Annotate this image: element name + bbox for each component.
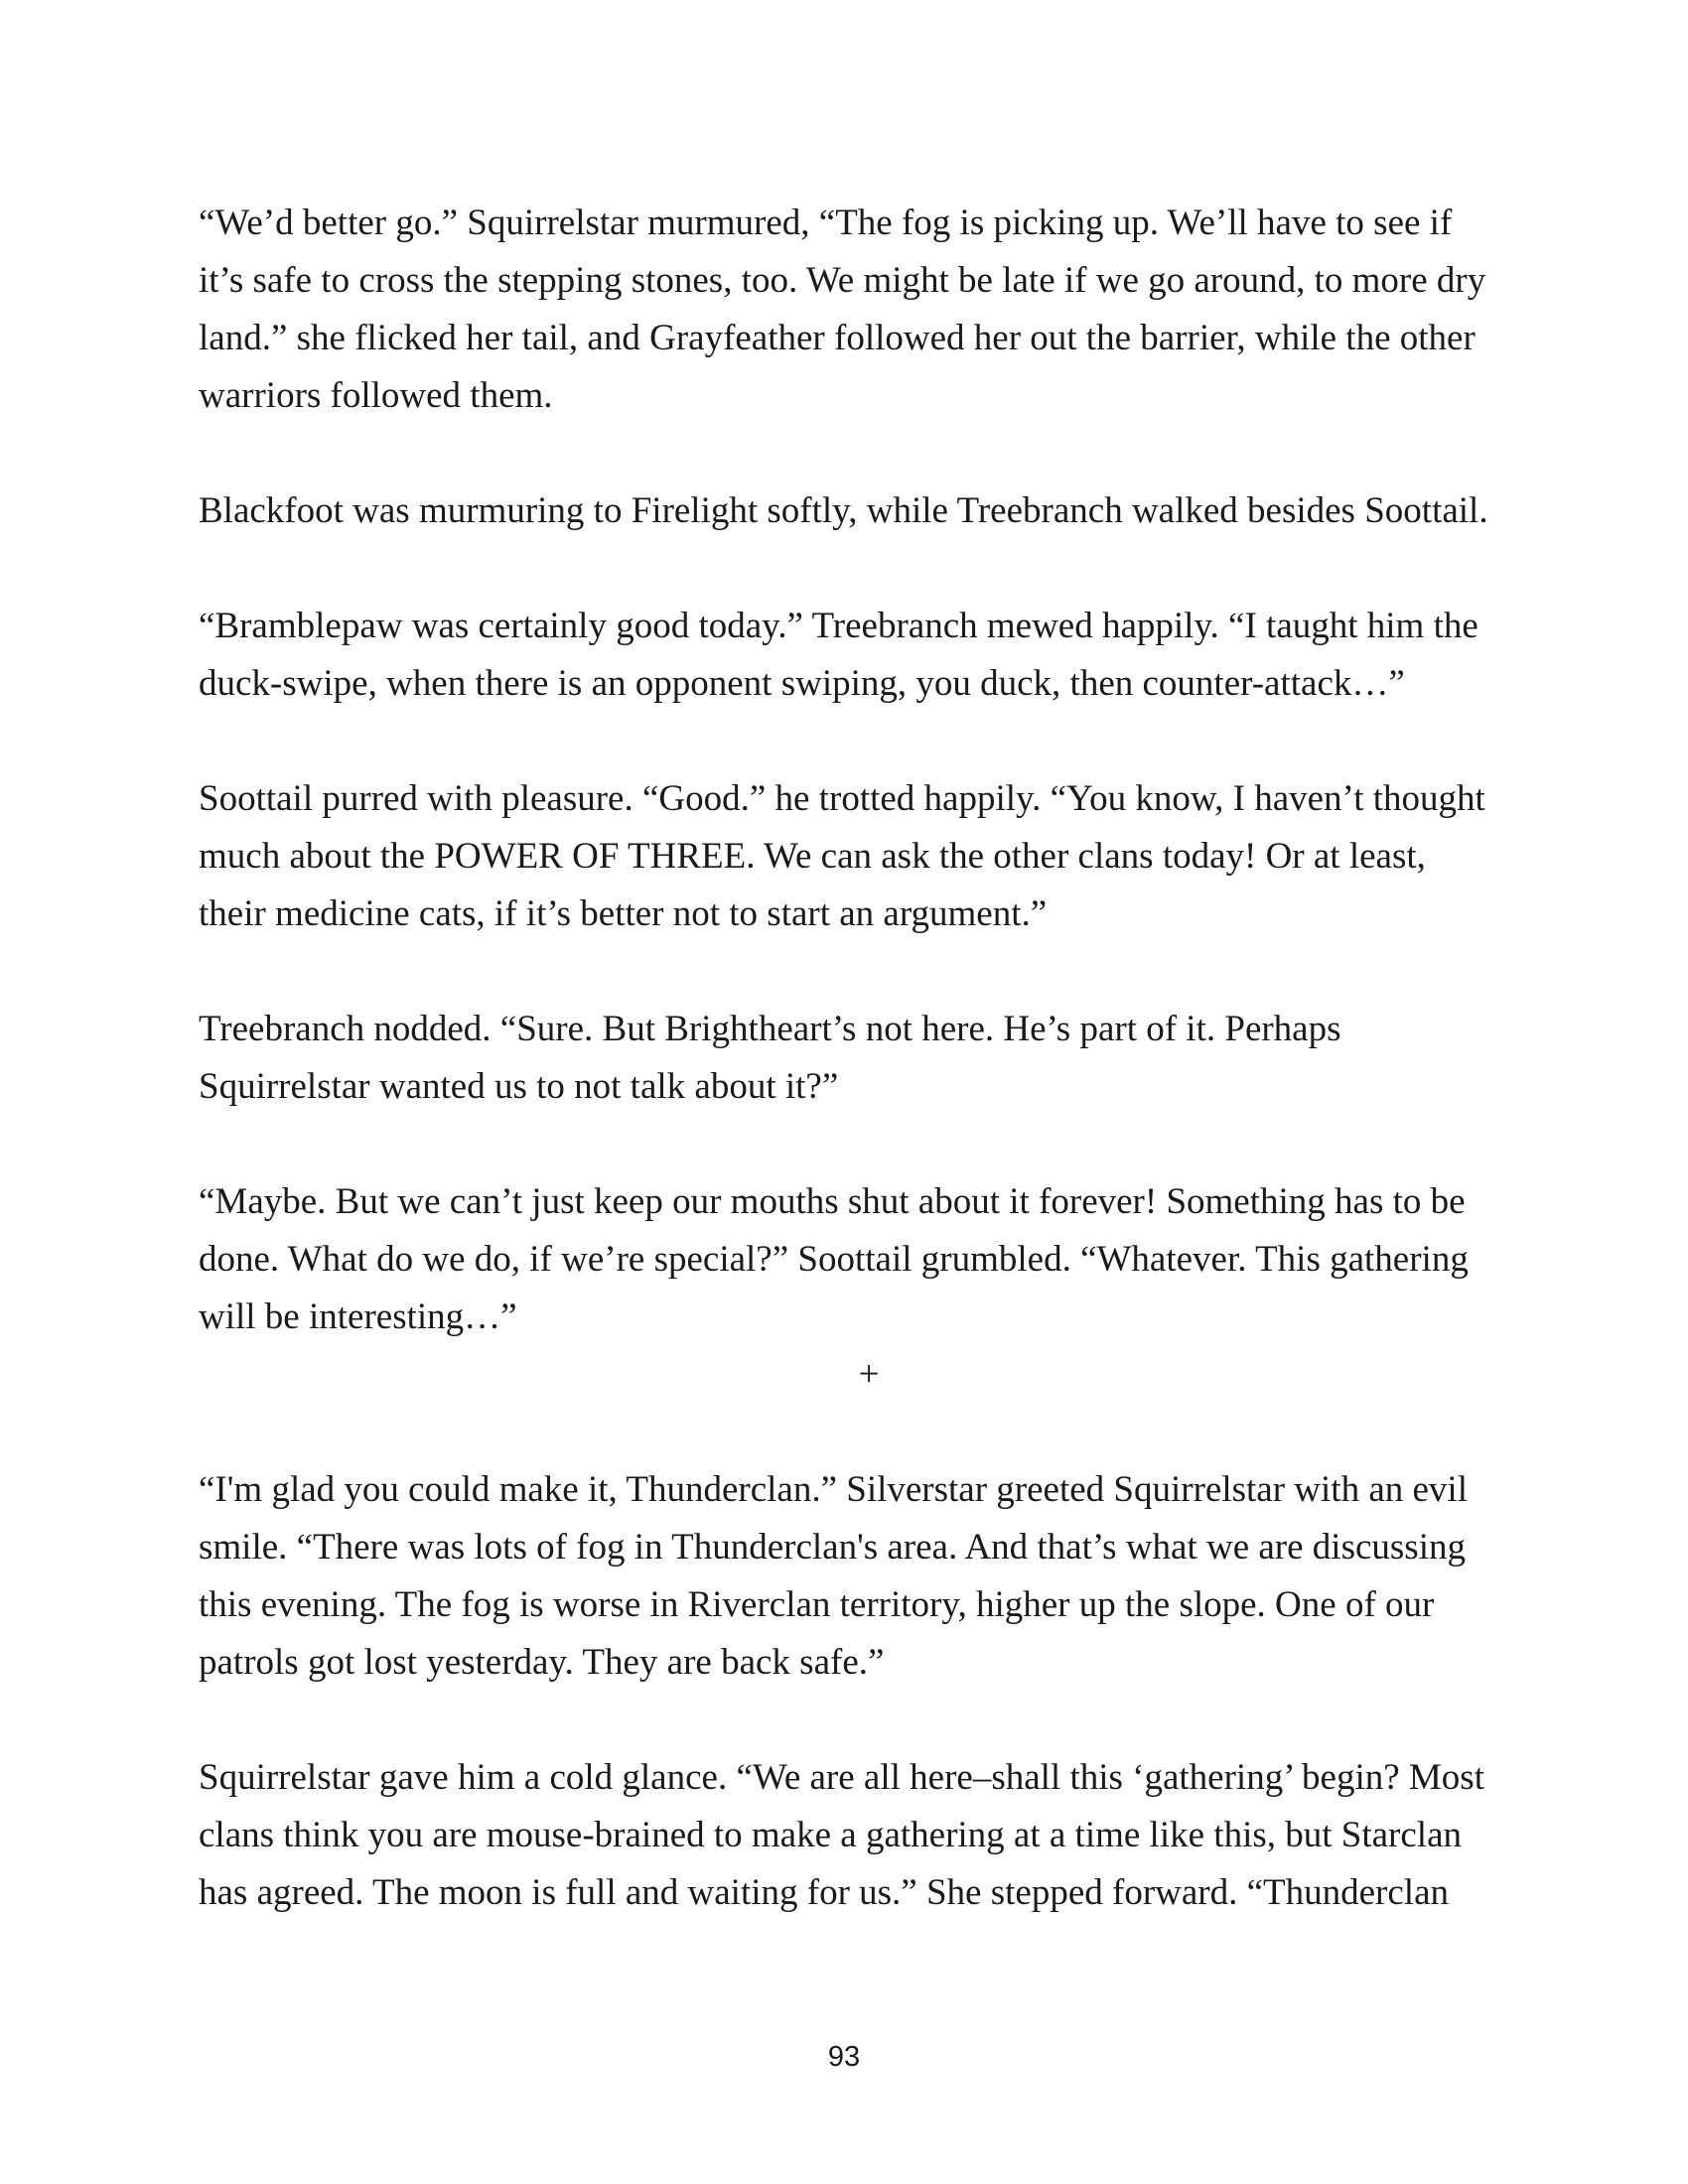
body-text [199,195,1489,1979]
paragraph: “We’d better go.” Squirrelstar murmured, “The fog is picking up. We’ll have to see if it’s safe to cross the stepping stones, too. We might be late if we go around, to more dry land.” she flicked her tail, and Grayfeather followed her out the barrier, while the other warriors followed them. [199,203,1486,416]
paragraph: “Maybe. But we can’t just keep our mouths shut about it forever! Something has to be done. What do we do, if we’re special?” Soottail grumbled. “Whatever. This gathering will be interesting…” [199,1181,1469,1337]
scene-break: + [858,1354,880,1395]
paragraph: “I'm glad you could make it, Thunderclan.” Silverstar greeted Squirrelstar with an evil smile. “There was lots of fog in Thunderclan's area. And that’s what we are discussing this evening. The fog is worse in Riverclan territory, higher up the slope. One of our patrols got lost yesterday. They are back safe.” [199,1469,1468,1683]
paragraph: Soottail purred with pleasure. “Good.” he trotted happily. “You know, I haven’t thought much about the POWER OF THREE. We can ask the other clans today! Or at least, their medicine cats, if it’s better not to start an argument.” [199,778,1485,934]
paragraph: Blackfoot was murmuring to Firelight softly, while Treebranch walked besides Soottail. [199,490,1488,531]
paragraph: “Bramblepaw was certainly good today.” Treebranch mewed happily. “I taught him the duck-swipe, when there is an opponent swiping, you duck, then counter-attack…” [199,606,1478,704]
paragraph: Squirrelstar gave him a cold glance. “We are all here–shall this ‘gathering’ begin? Most clans think you are mouse-brained to make a gathering at a time like this, but Starclan has agreed. The moon is full and waiting for us.” She stepped forward. “Thunderclan [199,1757,1484,1913]
page-number: 93 [827,2041,861,2073]
paragraph: Treebranch nodded. “Sure. But Brightheart’s not here. He’s part of it. Perhaps Squirrelstar wanted us to not talk about it?” [199,1009,1341,1107]
